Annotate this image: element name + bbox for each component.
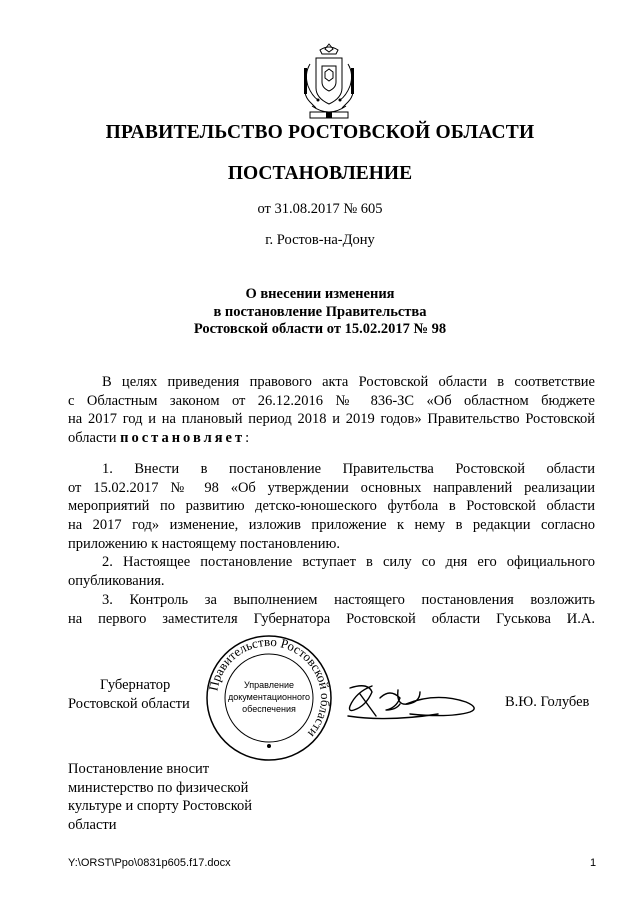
seal-center-line: обеспечения [242,704,296,714]
document-type-title: ПОСТАНОВЛЕНИЕ [227,163,413,184]
item-line: приложению к настоящему постановлению. [68,535,340,552]
seal-center-line: документационного [227,692,311,702]
subject-line: Ростовской области от 15.02.2017 № 98 [193,321,447,337]
seal-center-line: Управление [243,680,295,690]
signatory-title-line: Губернатор [100,677,171,693]
preamble-line: с Областным законом от 26.12.2016 № 836-ЗС «Об областном бюджете [68,392,595,409]
preamble-line: на 2017 год и на плановый период 2018 и 2019 годов» Правительство Ростовской [68,411,595,428]
item-line: опубликования. [68,573,165,590]
item-line: на 2017 год» изменение, изложив приложение к нему в редакции согласно [68,517,595,534]
signatory-title [68,676,190,713]
preamble-last-prefix: области [68,430,121,447]
preamble-last-suffix: : [245,430,250,447]
note-line: министерство по физической [68,779,249,796]
item-line: на первого заместителя Губернатора Ростовской области Гуськова И.А. [68,610,595,627]
footer-file-path: Y:\ORST\Ppo\0831p605.f17.docx [68,857,231,869]
document-city: г. Ростов-на-Дону [265,232,375,248]
item-line: мероприятий по развитию детско-юношеского футбола в Ростовской области [68,498,595,515]
note-line: Постановление вносит [68,761,210,777]
items-section [68,460,595,628]
preamble-line: В целях приведения правового акта Ростовской области в соответствие [102,374,595,390]
decree-word: постановляет [120,430,246,447]
official-seal-stamp [204,633,334,763]
signatory-name: В.Ю. Голубев [505,694,590,710]
signatory-title-line: Ростовской области [68,695,190,712]
submitted-by-note [68,760,252,835]
subject-line: О внесении изменения [245,286,395,302]
coat-of-arms-emblem [296,40,362,122]
preamble-line [68,429,595,448]
item-line: от 15.02.2017 № 98 «Об утверждении основных направлений реализации [68,479,595,496]
item-line: 2. Настоящее постановление вступает в силу со дня его официального [102,554,595,571]
preamble-paragraph [68,373,595,448]
item-line: 1. Внести в постановление Правительства Ростовской области [102,461,595,477]
handwritten-signature [340,668,490,738]
item-line: 3. Контроль за выполнением настоящего постановления возложить [102,591,595,608]
footer-page-number: 1 [590,857,597,869]
seal-ring-text: Правительство Ростовской области [205,633,334,741]
document-subject [0,286,640,339]
note-line: культуре и спорту Ростовской [68,798,253,815]
government-title: ПРАВИТЕЛЬСТВО РОСТОВСКОЙ ОБЛАСТИ [105,122,535,143]
document-date-number: от 31.08.2017 № 605 [257,201,383,217]
note-line: области [68,817,117,834]
subject-line: в постановление Правительства [213,303,427,320]
